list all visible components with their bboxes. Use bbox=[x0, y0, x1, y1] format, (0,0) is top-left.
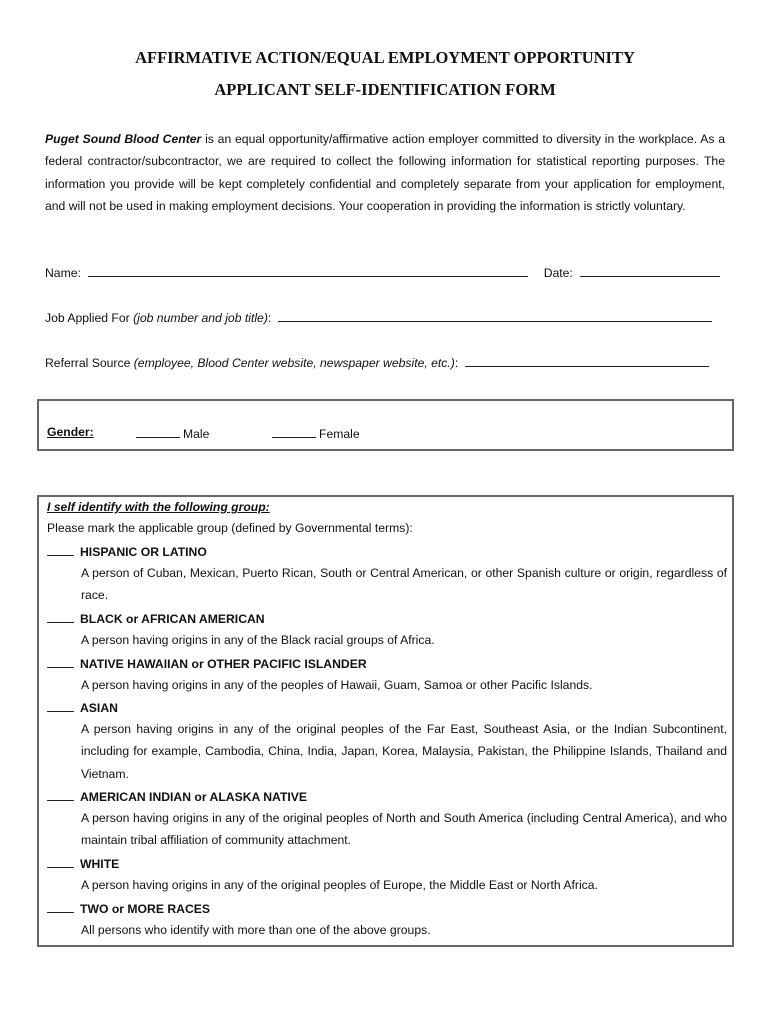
race-desc: A person of Cuban, Mexican, Puerto Rican, South or Central American, or other Spanish culture or origin, regardless of race. bbox=[81, 566, 727, 603]
referral-row bbox=[45, 354, 735, 372]
race-mark[interactable] bbox=[47, 655, 74, 668]
race-option-two-or-more[interactable] bbox=[47, 900, 210, 916]
race-option-white[interactable] bbox=[47, 855, 119, 871]
female-blank[interactable] bbox=[272, 425, 316, 438]
form-title: AFFIRMATIVE ACTION/EQUAL EMPLOYMENT OPPORTUNITY bbox=[135, 48, 635, 67]
race-name: AMERICAN INDIAN or ALASKA NATIVE bbox=[80, 790, 308, 804]
referral-field[interactable] bbox=[465, 354, 709, 367]
race-mark[interactable] bbox=[47, 855, 74, 868]
referral-colon: : bbox=[454, 356, 459, 370]
referral-label: Referral Source bbox=[45, 356, 134, 370]
gender-section bbox=[37, 399, 734, 451]
race-option-hawaiian[interactable] bbox=[47, 655, 367, 671]
race-option-asian[interactable] bbox=[47, 699, 118, 715]
race-option-black[interactable] bbox=[47, 610, 265, 626]
gender-male-option[interactable] bbox=[136, 425, 209, 441]
date-field[interactable] bbox=[580, 264, 720, 277]
org-name: Puget Sound Blood Center bbox=[45, 132, 202, 146]
job-hint: (job number and job title) bbox=[133, 311, 268, 325]
race-name: WHITE bbox=[80, 857, 120, 871]
race-mark[interactable] bbox=[47, 699, 74, 712]
race-mark[interactable] bbox=[47, 610, 74, 623]
referral-hint: (employee, Blood Center website, newspaper website, etc.) bbox=[133, 356, 455, 370]
race-section bbox=[37, 495, 734, 947]
name-date-row bbox=[45, 264, 725, 282]
race-desc: A person having origins in any of the Black racial groups of Africa. bbox=[81, 633, 435, 647]
race-mark[interactable] bbox=[47, 543, 74, 556]
race-option-american-indian[interactable] bbox=[47, 788, 307, 804]
gender-label: Gender: bbox=[47, 425, 94, 439]
male-blank[interactable] bbox=[136, 425, 180, 438]
job-row bbox=[45, 309, 735, 327]
male-label: Male bbox=[183, 427, 210, 441]
race-desc: A person having origins in any of the peoples of Hawaii, Guam, Samoa or other Pacific Islands. bbox=[81, 678, 593, 692]
race-mark[interactable] bbox=[47, 788, 74, 801]
race-mark[interactable] bbox=[47, 900, 74, 913]
date-label: Date: bbox=[543, 266, 573, 280]
name-label: Name: bbox=[45, 266, 81, 280]
job-field[interactable] bbox=[278, 309, 712, 322]
intro-paragraph bbox=[45, 128, 725, 217]
race-name: ASIAN bbox=[80, 701, 118, 715]
race-name: TWO or MORE RACES bbox=[80, 902, 210, 916]
race-name: NATIVE HAWAIIAN or OTHER PACIFIC ISLANDER bbox=[80, 657, 367, 671]
race-heading: I self identify with the following group: bbox=[47, 500, 270, 514]
race-subheading: Please mark the applicable group (defined by Governmental terms): bbox=[47, 521, 413, 535]
race-desc: A person having origins in any of the original peoples of North and South America (including Central America), and who maintain tribal affiliation of community attachment. bbox=[81, 811, 727, 848]
race-option-hispanic[interactable] bbox=[47, 543, 207, 559]
name-field[interactable] bbox=[88, 264, 528, 277]
job-label: Job Applied For bbox=[45, 311, 134, 325]
race-desc: A person having origins in any of the original peoples of Europe, the Middle East or North Africa. bbox=[81, 878, 598, 892]
intro-text: is an equal opportunity/affirmative action employer committed to diversity in the workplace. As a federal contractor/subcontractor, we are required to collect the following information for statistical reporting purposes. The information you provide will be kept completely confidential and completely separate from your application for employment, and will not be used in making employment decisions. Your cooperation in providing the information is strictly voluntary. bbox=[45, 132, 725, 213]
race-name: HISPANIC OR LATINO bbox=[80, 545, 207, 559]
job-colon: : bbox=[267, 311, 272, 325]
female-label: Female bbox=[319, 427, 360, 441]
race-name: BLACK or AFRICAN AMERICAN bbox=[80, 612, 265, 626]
race-desc: A person having origins in any of the original peoples of the Far East, Southeast Asia, or the Indian Subcontinent, including for example, Cambodia, China, India, Japan, Korea, Malaysia, Pakistan, the Philippine Islands, Thailand and Vietnam. bbox=[81, 722, 727, 781]
gender-female-option[interactable] bbox=[272, 425, 360, 441]
race-desc: All persons who identify with more than one of the above groups. bbox=[81, 923, 431, 937]
form-subtitle: APPLICANT SELF-IDENTIFICATION FORM bbox=[214, 80, 556, 99]
